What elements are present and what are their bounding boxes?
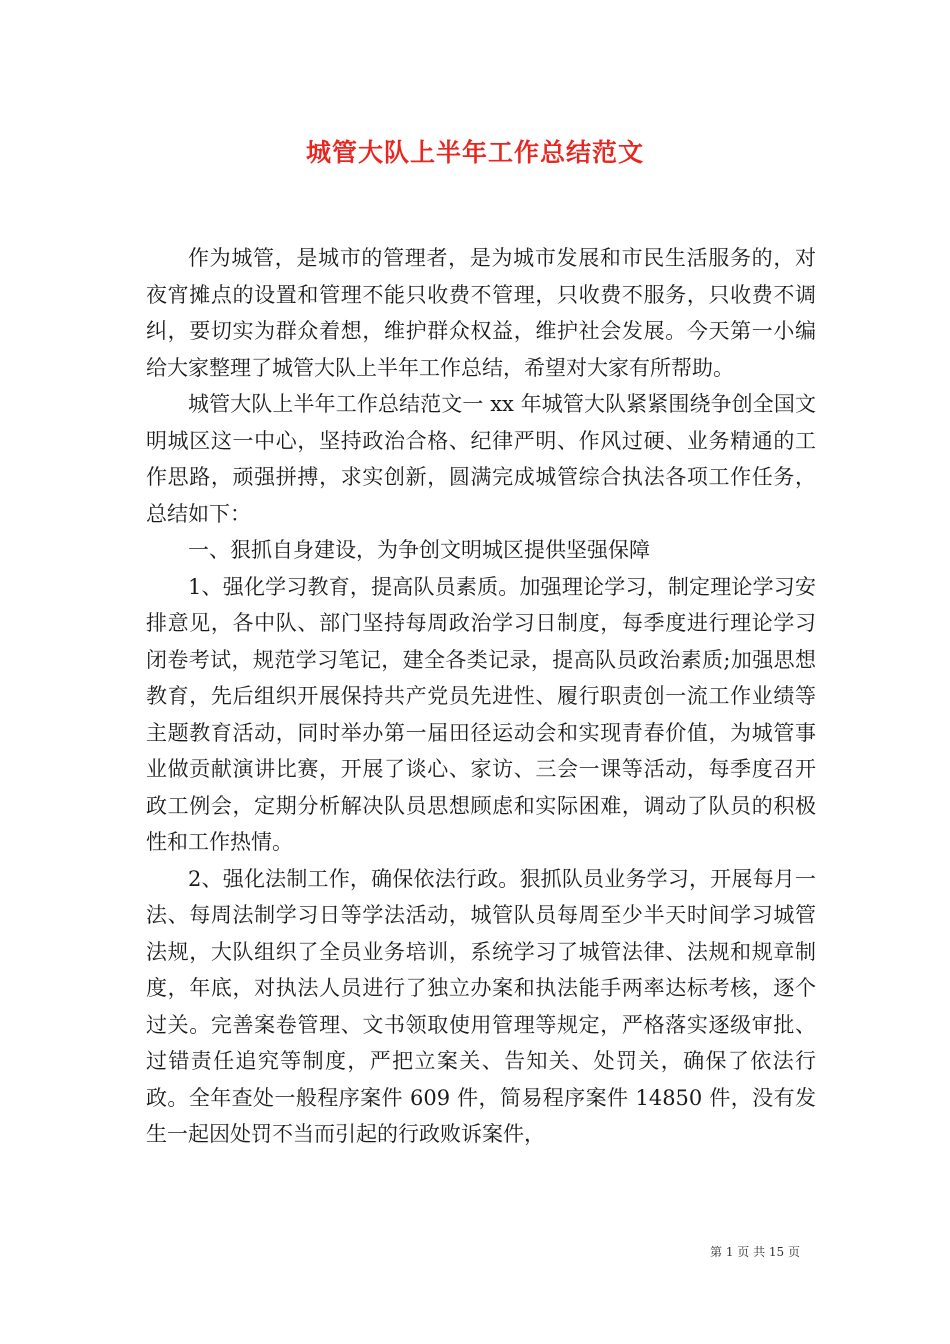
document-title: 城管大队上半年工作总结范文 (305, 138, 644, 167)
document-body (146, 240, 816, 1153)
section-heading-one: 一、狠抓自身建设，为争创文明城区提供坚强保障 (188, 538, 650, 562)
page-number: 第 1 页 共 15 页 (710, 1245, 800, 1259)
paragraph-item-1: 1、强化学习教育，提高队员素质。加强理论学习，制定理论学习安排意见，各中队、部门坚持每周政治学习日制度，每季度进行理论学习闭卷考试，规范学习笔记，建全各类记录，提高队员政治素质;加强思想教育，先后组织开展保持共产党员先进性、履行职责创一流工作业绩等主题教育活动，同时举办第一届田径运动会和实现青春价值，为城管事业做贡献演讲比赛，开展了谈心、家访、三会一课等活动，每季度召开政工例会，定期分析解决队员思想顾虑和实际困难，调动了队员的积极性和工作热情。 (146, 574, 816, 854)
paragraph-item-2: 2、强化法制工作，确保依法行政。狠抓队员业务学习，开展每月一法、每周法制学习日等学法活动，城管队员每周至少半天时间学习城管法规，大队组织了全员业务培训，系统学习了城管法律、法规和规章制度，年底，对执法人员进行了独立办案和执法能手两率达标考核，逐个过关。完善案卷管理、文书领取使用管理等规定，严格落实逐级审批、过错责任追究等制度，严把立案关、告知关、处罚关，确保了依法行政。全年查处一般程序案件 609 件，简易程序案件 14850 件，没有发生一起因处罚不当而引起的行政败诉案件， (146, 866, 816, 1146)
paragraph-summary-one: 城管大队上半年工作总结范文一 xx 年城管大队紧紧围绕争创全国文明城区这一中心，坚持政治合格、纪律严明、作风过硬、业务精通的工作思路，顽强拼搏，求实创新，圆满完成城管综合执法各项工作任务，总结如下： (146, 392, 816, 526)
paragraph-intro: 作为城管，是城市的管理者，是为城市发展和市民生活服务的，对夜宵摊点的设置和管理不能只收费不管理，只收费不服务，只收费不调纠，要切实为群众着想，维护群众权益，维护社会发展。今天第一小编给大家整理了城管大队上半年工作总结，希望对大家有所帮助。 (146, 246, 816, 380)
